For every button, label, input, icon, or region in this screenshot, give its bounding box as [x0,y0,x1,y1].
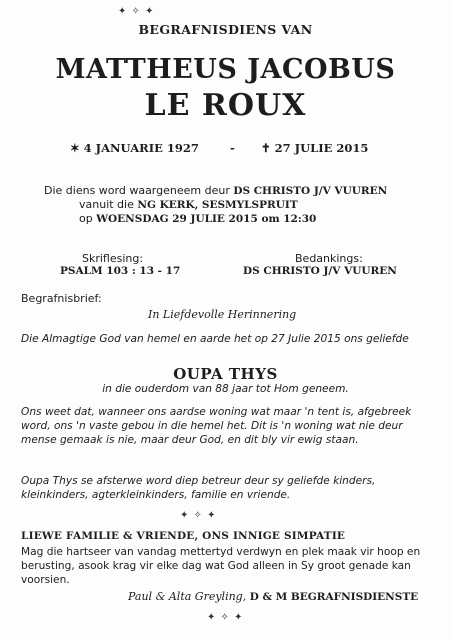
memory-heading: In Liefdevolle Herinnering [148,308,297,321]
date-separator: - [230,141,235,155]
scripture-label: Skriflesing: [82,252,144,265]
service-officiant: DS CHRISTO J/V VUUREN [233,185,388,197]
death-date-row [261,141,368,155]
paragraph-1: Die Almagtige God van hemel en aarde het op 27 Julie 2015 ons geliefde [21,333,409,345]
notice-header: BEGRAFNISDIENS VAN [138,22,313,37]
service-venue: NG KERK, SESMYLSPRUIT [137,199,298,211]
letter-label: Begrafnisbrief: [21,292,102,305]
service-time: WOENSDAG 29 JULIE 2015 om 12:30 [96,213,317,225]
middle-ornament: ✦ ✧ ✦ [180,510,217,521]
top-ornament: ✦ ✧ ✦ [118,6,155,17]
service-line-1 [44,184,387,197]
signature-names: Paul & Alta Greyling, [128,590,247,603]
paragraph-4: Mag die hartseer van vandag mettertyd verdwyn en plek maak vir hoop en berusting, asook krag vir elke dag wat God alleen in Sy groot genade kan voorsien. [21,546,421,586]
nickname: OUPA THYS [173,365,278,383]
service-line-2 [79,198,298,211]
deceased-name-line2: LE ROUX [144,88,307,123]
deceased-name-line1: MATTHEUS JACOBUS [55,54,396,85]
bottom-ornament: ✦ ✧ ✦ [207,612,244,623]
birth-date-row [70,141,199,155]
thanks-value: DS CHRISTO J/V VUUREN [243,265,397,277]
service-venue-prefix: vanuit die [79,198,134,211]
signature-company: D & M BEGRAFNISDIENSTE [249,591,419,603]
death-date: 27 JULIE 2015 [274,141,369,155]
service-line-3 [79,212,316,225]
service-time-prefix: op [79,212,93,225]
sympathy-heading: LIEWE FAMILIE & VRIENDE, ONS INNIGE SIMPATIE [21,530,346,542]
birth-date: 4 JANUARIE 1927 [83,141,199,155]
paragraph-3: Oupa Thys se afsterwe word diep betreur deur sy geliefde kinders, kleinkinders, agterkleinkinders, familie en vriende. [21,475,376,501]
paragraph-2: Ons weet dat, wanneer ons aardse woning wat maar 'n tent is, afgebreek word, ons 'n vaste gebou in die hemel het. Dit is 'n woning wat nie deur mense gemaak is nie, maar deur God, en dit bly vir ewig staan. [21,406,412,446]
thanks-label: Bedankings: [295,252,363,265]
star-icon: ✶ [70,141,80,155]
age-line: in die ouderdom van 88 jaar tot Hom geneem. [102,383,349,395]
cross-icon: ✝ [261,141,271,155]
signature [128,590,418,603]
scripture-value: PSALM 103 : 13 - 17 [60,265,181,277]
service-officiant-prefix: Die diens word waargeneem deur [44,184,230,197]
